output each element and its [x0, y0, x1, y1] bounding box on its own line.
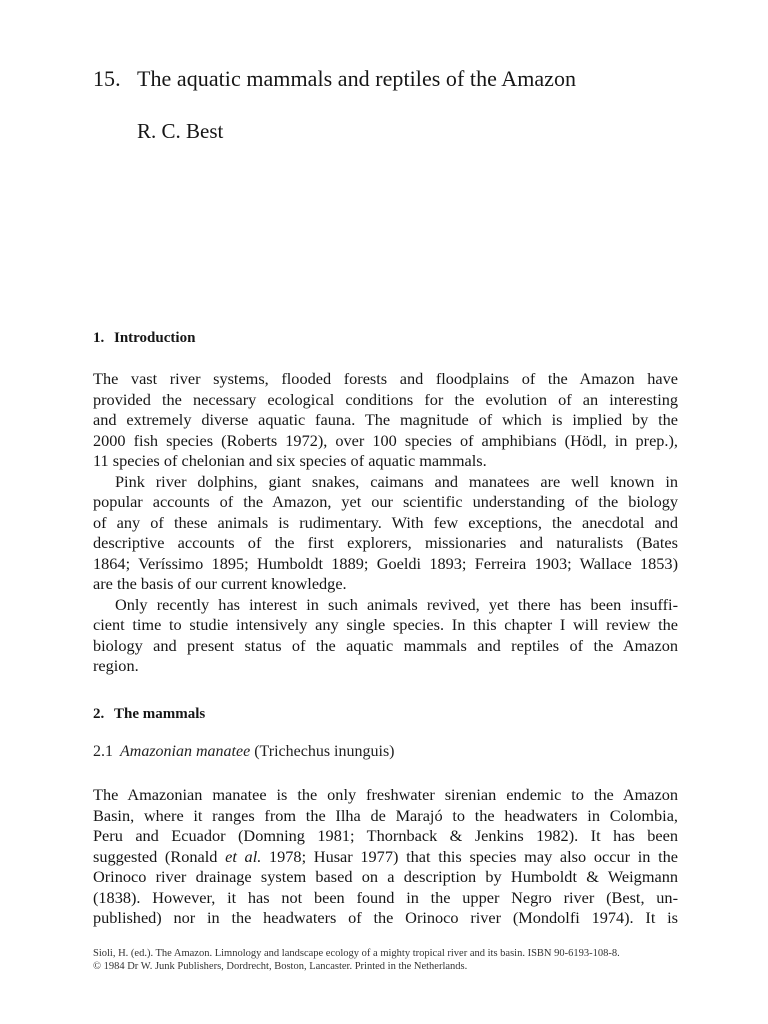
- subsection-number: 2.1: [93, 743, 113, 760]
- section-heading-introduction: [93, 330, 195, 347]
- text-line: biology and present status of the aquatic mammals and reptiles of the Amazon: [93, 635, 678, 655]
- italic-text: et al.: [225, 846, 262, 866]
- page-footer: [93, 947, 678, 973]
- text-line: provided the necessary ecological conditions for the evolution of an interesting: [93, 389, 678, 409]
- footer-citation: Sioli, H. (ed.). The Amazon. Limnology and landscape ecology of a mighty tropical river and its basin. ISBN 90-6193-108-8.: [93, 948, 620, 959]
- subsection-heading-manatee: [93, 743, 395, 761]
- text-line: suggested (Ronald et al. 1978; Husar 1977) that this species may also occur in the: [93, 846, 678, 866]
- text-line: are the basis of our current knowledge.: [93, 574, 347, 593]
- text-line: region.: [93, 656, 139, 675]
- text-line: popular accounts of the Amazon, yet our scientific understanding of the biology: [93, 492, 678, 511]
- section-number: 2.: [93, 706, 105, 722]
- text-line: (1838). However, it has not been found in the upper Negro river (Best, un-: [93, 887, 678, 907]
- text-line: 11 species of chelonian and six species of aquatic mammals.: [93, 451, 487, 470]
- text-line: of any of these animals is rudimentary. With few exceptions, the anecdotal and: [93, 512, 678, 532]
- section-heading-mammals: [93, 706, 205, 723]
- chapter-title-text: The aquatic mammals and reptiles of the Amazon: [137, 66, 577, 91]
- manatee-body: [93, 785, 678, 929]
- text-line: 2000 fish species (Roberts 1972), over 100 species of amphibians (Hödl, in prep.),: [93, 430, 678, 450]
- text-line: The Amazonian manatee is the only freshwater sirenian endemic to the Amazon: [93, 785, 678, 804]
- text-line: Basin, where it ranges from the Ilha de Marajó to the headwaters in Colombia,: [93, 805, 678, 825]
- footer-copyright: © 1984 Dr W. Junk Publishers, Dordrecht, Boston, Lancaster. Printed in the Netherlands.: [93, 961, 468, 972]
- section-number: 1.: [93, 330, 105, 346]
- text-line: Orinoco river drainage system based on a description by Humboldt & Weigmann: [93, 867, 678, 886]
- section-title: The mammals: [114, 706, 206, 722]
- subsection-common-name: Amazonian manatee: [120, 743, 251, 760]
- chapter-title: [93, 66, 576, 92]
- text-line: cient time to studie intensively any single species. In this chapter I will review the: [93, 615, 678, 634]
- text-line: The vast river systems, flooded forests and floodplains of the Amazon have: [93, 369, 678, 388]
- subsection-scientific-name: (Trichechus inunguis): [254, 743, 395, 760]
- text-line: Only recently has interest in such animals revived, yet there has been insuffi-: [115, 594, 678, 614]
- paragraph: [93, 595, 678, 677]
- paragraph: [93, 472, 678, 595]
- text-line: published) nor in the headwaters of the Orinoco river (Mondolfi 1974). It is: [93, 908, 678, 927]
- text-line: descriptive accounts of the first explorers, missionaries and naturalists (Bates: [93, 533, 678, 552]
- text-line: and extremely diverse aquatic fauna. The magnitude of which is implied by the: [93, 410, 678, 429]
- author-name: R. C. Best: [137, 119, 224, 143]
- chapter-number: 15.: [93, 66, 121, 91]
- paragraph: [93, 369, 678, 472]
- text-line: Peru and Ecuador (Domning 1981; Thornback & Jenkins 1982). It has been: [93, 826, 678, 845]
- introduction-body: [93, 369, 678, 677]
- paragraph: [93, 785, 678, 929]
- text-line: 1864; Veríssimo 1895; Humboldt 1889; Goeldi 1893; Ferreira 1903; Wallace 1853): [93, 553, 678, 573]
- text-line: Pink river dolphins, giant snakes, caimans and manatees are well known in: [115, 471, 678, 491]
- section-title: Introduction: [114, 330, 196, 346]
